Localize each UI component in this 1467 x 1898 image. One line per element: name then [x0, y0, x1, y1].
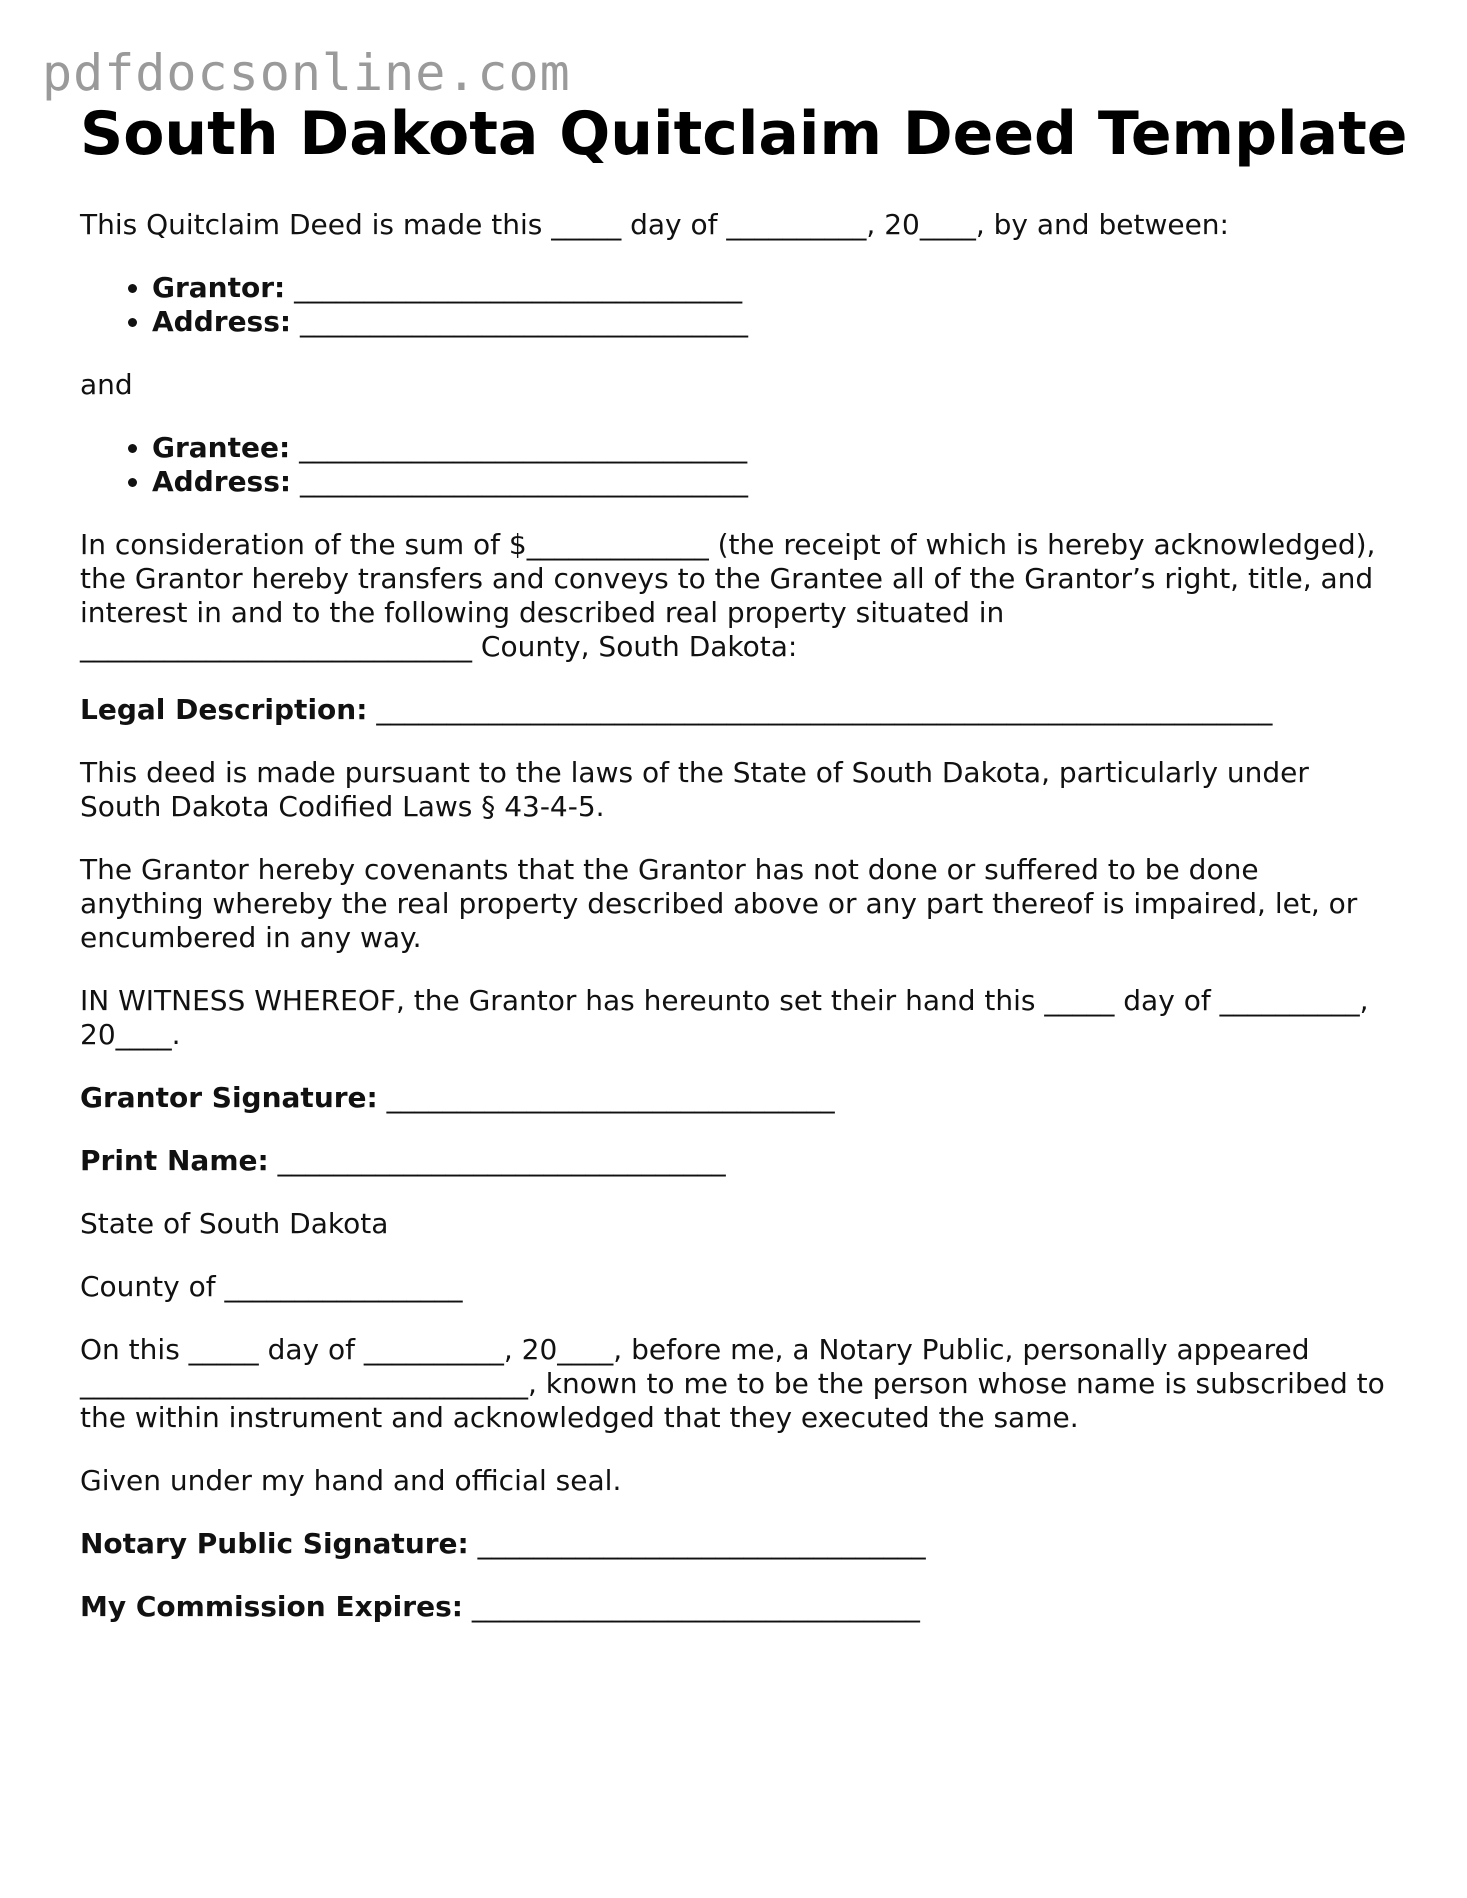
state-line: State of South Dakota [80, 1207, 389, 1240]
deed-body [80, 208, 1390, 1653]
list-item [152, 271, 1390, 305]
grantee-address-blank: ________________________________ [300, 465, 748, 498]
grantor-list [80, 271, 1390, 339]
grantee-blank: ________________________________ [299, 431, 748, 464]
grantor-blank: ________________________________ [294, 271, 743, 304]
print-name-label: Print Name: [80, 1144, 269, 1177]
grantee-list [80, 431, 1390, 499]
commission-line [80, 1590, 1390, 1624]
grantee-address-label: Address: [152, 465, 292, 498]
list-item [152, 431, 1390, 465]
grantor-signature-line [80, 1081, 1390, 1115]
seal-line: Given under my hand and official seal. [80, 1464, 622, 1497]
notary-signature-label: Notary Public Signature: [80, 1527, 469, 1560]
notary-paragraph: On this _____ day of __________, 20____, before me, a Notary Public, personally appeared ________________________________, known to me to be the person whose name is subscribed to the within instrument and acknowledged that they executed the same. [80, 1333, 1385, 1434]
print-name-line [80, 1144, 1390, 1178]
page-title: South Dakota Quitclaim Deed Template [80, 99, 1408, 169]
print-name-blank: ________________________________ [277, 1144, 726, 1177]
list-item [152, 465, 1390, 499]
intro-paragraph: This Quitclaim Deed is made this _____ day of __________, 20____, by and between: [80, 208, 1229, 241]
legal-description-line [80, 693, 1390, 727]
commission-blank: ________________________________ [471, 1590, 920, 1623]
covenant-paragraph: The Grantor hereby covenants that the Grantor has not done or suffered to be done anything whereby the real property described above or any part thereof is impaired, let, or encumbered in any way. [80, 853, 1358, 954]
and-text: and [80, 368, 133, 401]
legal-description-label: Legal Description: [80, 693, 368, 726]
notary-signature-blank: ________________________________ [477, 1527, 926, 1560]
county-line: County of _________________ [80, 1270, 463, 1303]
grantor-address-blank: ________________________________ [300, 305, 748, 338]
grantor-signature-label: Grantor Signature: [80, 1081, 378, 1114]
grantor-signature-blank: ________________________________ [386, 1081, 835, 1114]
list-item [152, 305, 1390, 339]
consideration-paragraph: In consideration of the sum of $_____________ (the receipt of which is hereby acknowledged), the Grantor hereby transfers and conveys to the Grantee all of the Grantor’s right, title, and interest in and to the following described real property situated in ____________________________ County, South Dakota: [80, 528, 1376, 663]
pursuant-paragraph: This deed is made pursuant to the laws of the State of South Dakota, particularly under South Dakota Codified Laws § 43-4-5. [80, 756, 1309, 823]
commission-label: My Commission Expires: [80, 1590, 463, 1623]
grantor-label: Grantor: [152, 271, 286, 304]
watermark: pdfdocsonline.com [42, 44, 571, 102]
witness-paragraph: IN WITNESS WHEREOF, the Grantor has hereunto set their hand this _____ day of __________, 20____. [80, 984, 1369, 1051]
grantor-address-label: Address: [152, 305, 292, 338]
notary-signature-line [80, 1527, 1390, 1561]
legal-description-blank: ________________________________________________________________ [376, 693, 1273, 726]
grantee-label: Grantee: [152, 431, 291, 464]
